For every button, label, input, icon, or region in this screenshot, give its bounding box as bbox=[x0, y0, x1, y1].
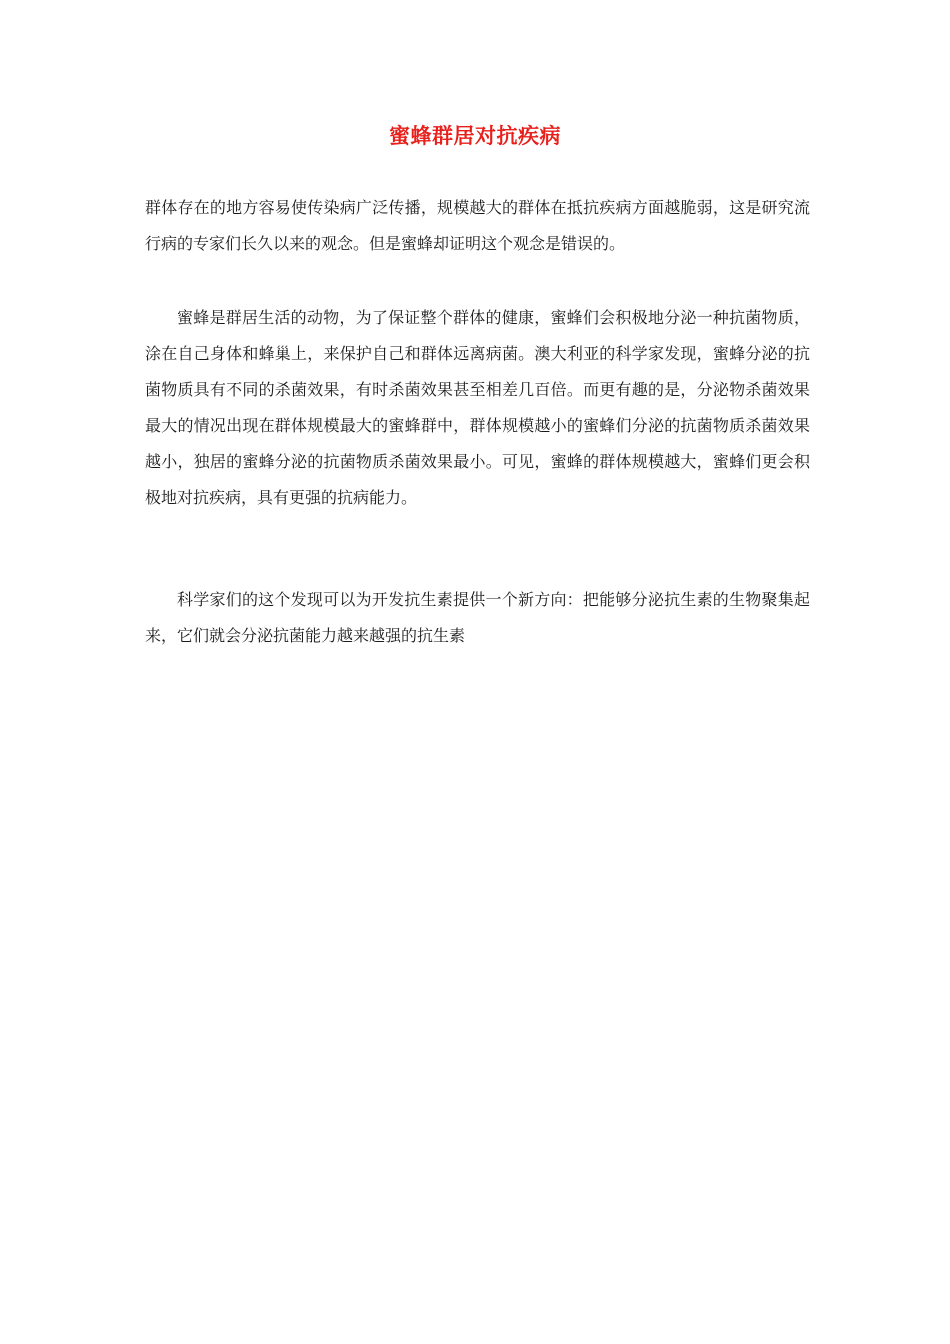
document-title: 蜜蜂群居对抗疾病 bbox=[389, 124, 561, 148]
paragraph-2: 蜜蜂是群居生活的动物，为了保证整个群体的健康，蜜蜂们会积极地分泌一种抗菌物质，涂在自己身体和蜂巢上，来保护自己和群体远离病菌。澳大利亚的科学家发现，蜜蜂分泌的抗菌物质具有不同的杀菌效果，有时杀菌效果甚至相差几百倍。而更有趣的是，分泌物杀菌效果最大的情况出现在群体规模最大的蜜蜂群中，群体规模越小的蜜蜂们分泌的抗菌物质杀菌效果越小，独居的蜜蜂分泌的抗菌物质杀菌效果最小。可见，蜜蜂的群体规模越大，蜜蜂们更会积极地对抗疾病，具有更强的抗病能力。 bbox=[145, 308, 810, 507]
paragraph-3: 科学家们的这个发现可以为开发抗生素提供一个新方向：把能够分泌抗生素的生物聚集起来，它们就会分泌抗菌能力越来越强的抗生素 bbox=[145, 590, 810, 645]
paragraph-1: 群体存在的地方容易使传染病广泛传播，规模越大的群体在抵抗疾病方面越脆弱，这是研究流行病的专家们长久以来的观念。但是蜜蜂却证明这个观念是错误的。 bbox=[145, 198, 810, 253]
